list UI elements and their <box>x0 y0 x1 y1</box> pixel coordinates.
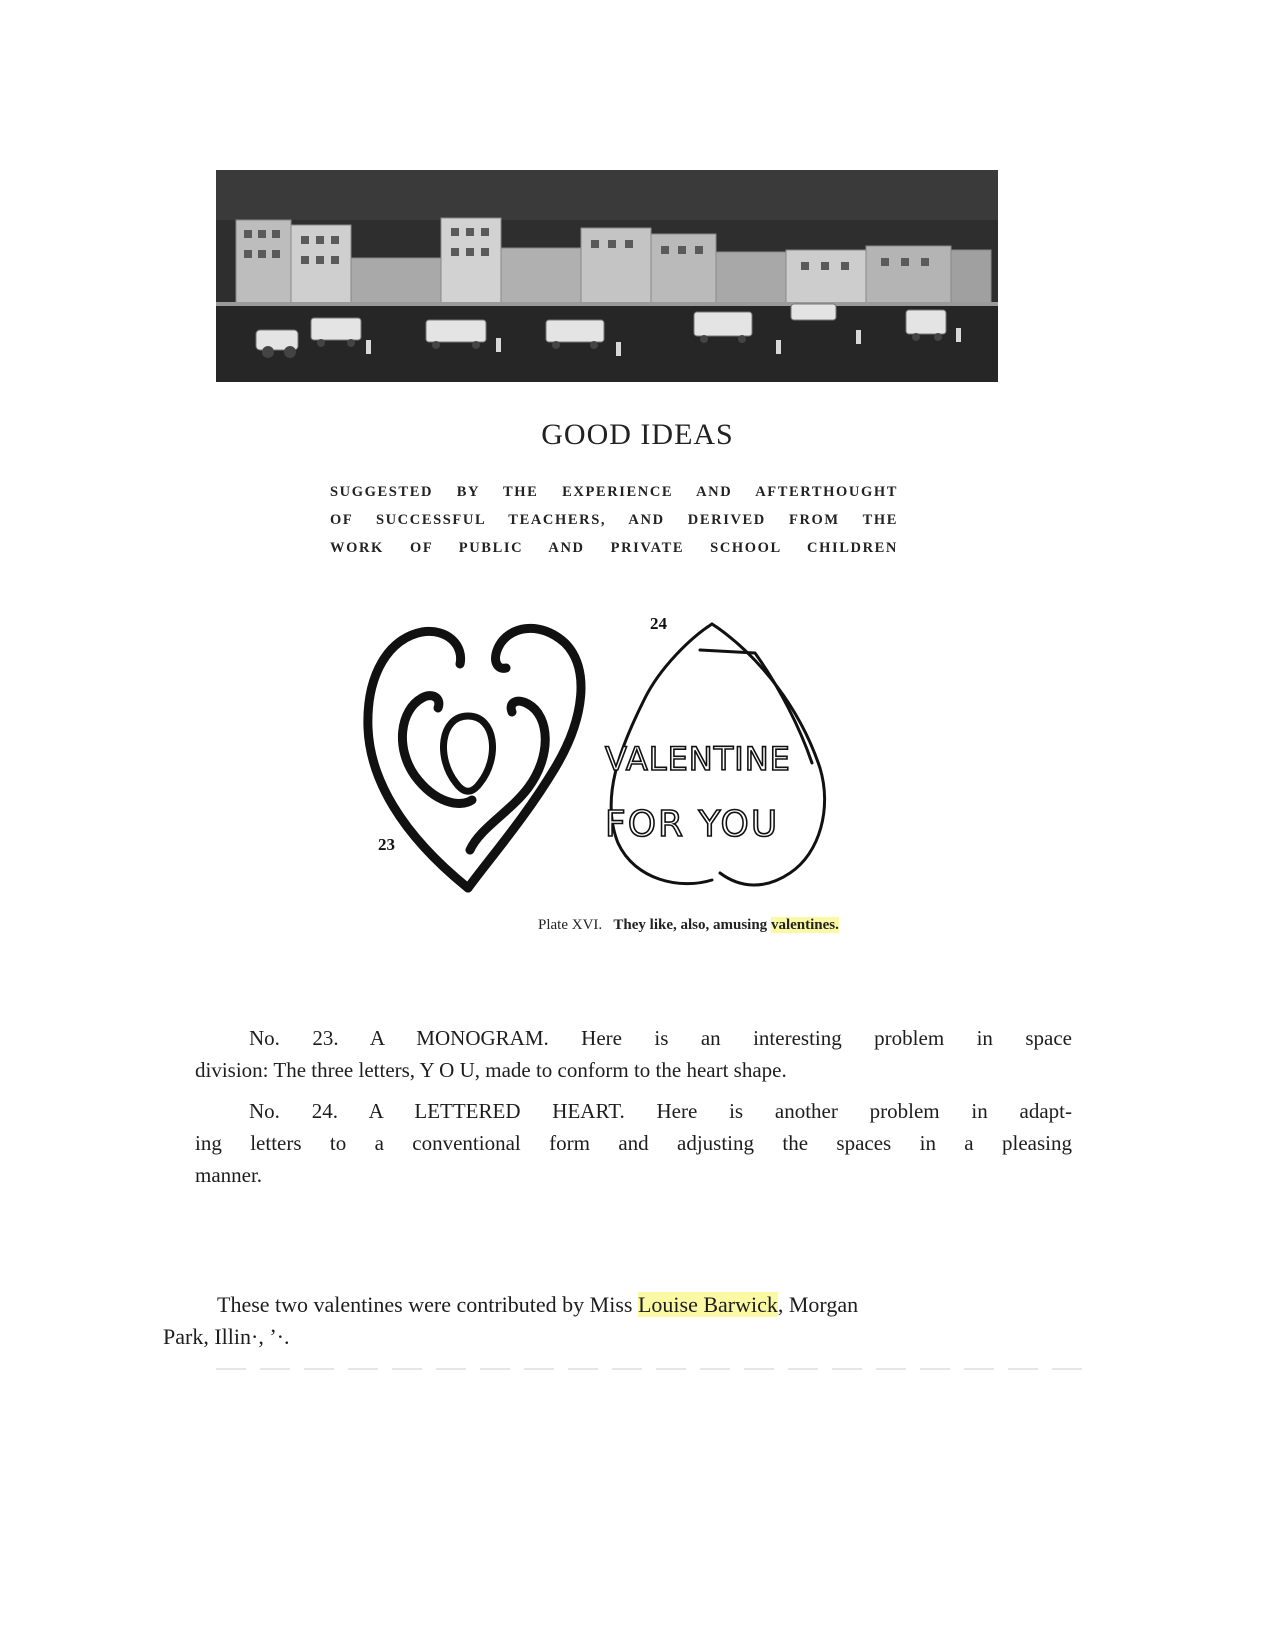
subtitle-line: OF SUCCESSFUL TEACHERS, AND DERIVED FROM THE <box>330 512 898 528</box>
lettered-heart-number: 24 <box>650 618 667 633</box>
valentine-drawings <box>360 618 880 918</box>
caption-plate-label: Plate XVI. <box>538 917 603 933</box>
monogram-heart <box>368 628 581 888</box>
plate-caption <box>538 917 839 934</box>
contribution-text-end: , Morgan <box>777 1292 859 1317</box>
subtitle-line: WORK OF PUBLIC AND PRIVATE SCHOOL CHILDREN <box>330 540 898 556</box>
item-23-paragraph <box>195 1022 1072 1086</box>
paragraph-line: No. 24. A LETTERED HEART. Here is another problem in adapt- <box>249 1099 1072 1123</box>
section-title: GOOD IDEAS <box>541 418 734 451</box>
contribution-text: These two valentines were contributed by Miss <box>217 1292 633 1317</box>
caption-text: They like, also, amusing <box>613 917 768 933</box>
street-scene-illustration <box>216 170 998 382</box>
subtitle-line: SUGGESTED BY THE EXPERIENCE AND AFTERTHOUGHT <box>330 484 898 500</box>
lettered-heart-line2: FOR YOU <box>605 804 780 845</box>
faint-rule <box>216 1368 1096 1370</box>
plate-figure <box>360 618 880 918</box>
caption-highlight: valentines. <box>770 917 839 933</box>
paragraph-line: Park, Illin·, ’·. <box>163 1324 290 1349</box>
lettered-heart-line1: VALENTINE <box>605 740 791 778</box>
item-24-paragraph <box>195 1095 1072 1191</box>
section-subtitle <box>330 478 898 562</box>
paragraph-line: No. 23. A MONOGRAM. Here is an interesting problem in space <box>249 1026 1072 1050</box>
contribution-paragraph <box>163 1289 1099 1353</box>
paragraph-line <box>163 1289 1099 1321</box>
contributor-name-highlight: Louise Barwick <box>637 1292 778 1317</box>
paragraph-line: manner. <box>195 1163 263 1187</box>
paragraph-line: division: The three letters, Y O U, made to conform to the heart shape. <box>195 1058 787 1082</box>
paragraph-line: ing letters to a conventional form and adjusting the spaces in a pleasing <box>195 1131 1072 1155</box>
monogram-number: 23 <box>378 835 395 854</box>
street-scene-photo <box>216 170 998 382</box>
